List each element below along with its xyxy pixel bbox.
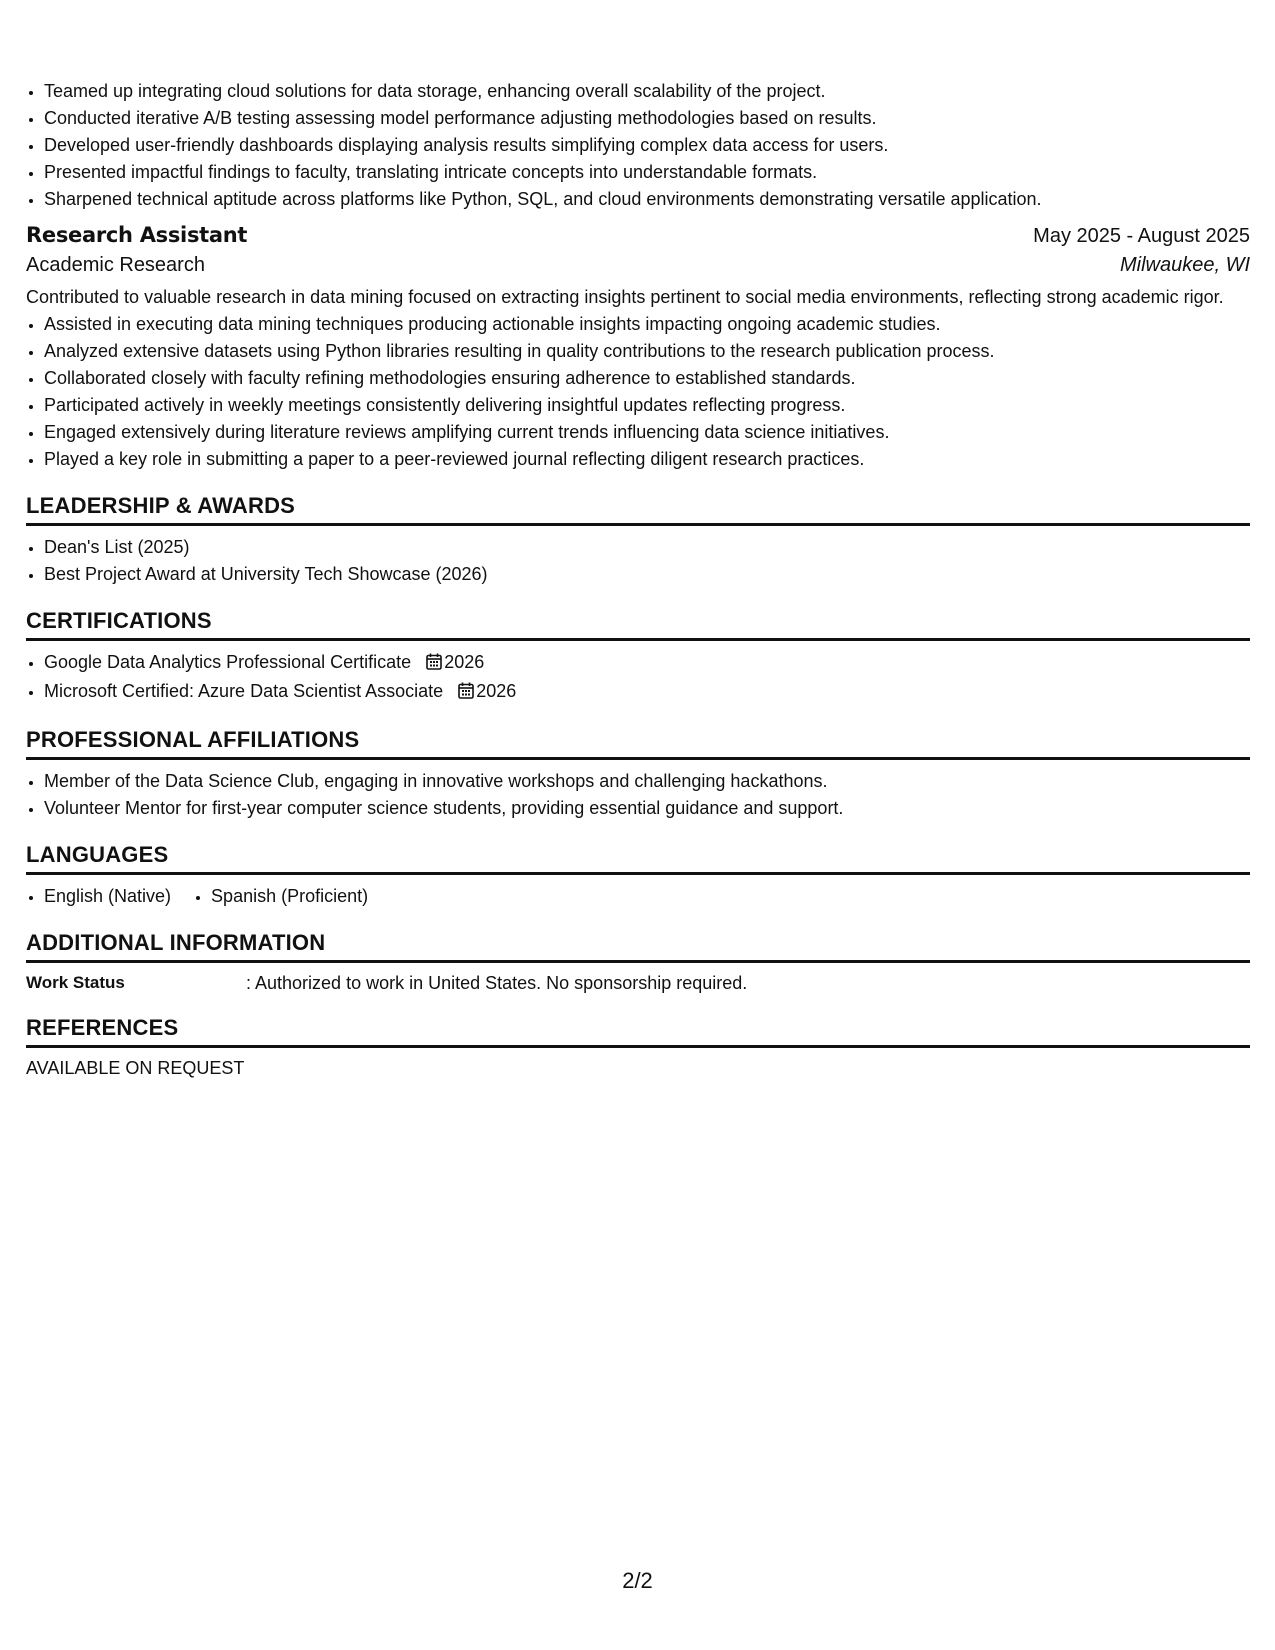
list-item xyxy=(44,678,1250,707)
calendar-icon xyxy=(426,651,442,678)
certification-year: 2026 xyxy=(476,681,517,701)
job-title: Research Assistant xyxy=(26,223,248,247)
bullet-item: • Assisted in executing data mining techniques producing actionable insights impacting ongoing academic studies. xyxy=(44,311,1250,338)
section-heading: CERTIFICATIONS xyxy=(26,608,1250,641)
previous-job-bullets xyxy=(26,78,1250,213)
list-item: • English (Native) xyxy=(44,883,171,910)
certification-name: Google Data Analytics Professional Certificate xyxy=(44,652,412,672)
list-item: • Spanish (Proficient) xyxy=(211,883,368,910)
section-heading: LANGUAGES xyxy=(26,842,1250,875)
bullet-item: • Participated actively in weekly meetings consistently delivering insightful updates reflecting progress. xyxy=(44,392,1250,419)
work-status-label: Work Status xyxy=(26,973,125,992)
section-heading: ADDITIONAL INFORMATION xyxy=(26,930,1250,963)
references-text: AVAILABLE ON REQUEST xyxy=(26,1058,245,1078)
bullet-item: • Sharpened technical aptitude across platforms like Python, SQL, and cloud environments demonstrating versatile application. xyxy=(44,186,1250,213)
list-item: • Member of the Data Science Club, engaging in innovative workshops and challenging hackathons. xyxy=(44,768,1250,795)
list-item xyxy=(44,649,1250,678)
bullet-item: • Collaborated closely with faculty refining methodologies ensuring adherence to established standards. xyxy=(44,365,1250,392)
work-status-value: : Authorized to work in United States. No sponsorship required. xyxy=(246,973,748,993)
bullet-item: • Developed user-friendly dashboards displaying analysis results simplifying complex data access for users. xyxy=(44,132,1250,159)
certifications-section xyxy=(26,608,1250,707)
section-heading: LEADERSHIP & AWARDS xyxy=(26,493,1250,526)
job-location: Milwaukee, WI xyxy=(1119,254,1250,276)
page-number: 2/2 xyxy=(622,1568,653,1593)
bullet-item: • Teamed up integrating cloud solutions for data storage, enhancing overall scalability of the project. xyxy=(44,78,1250,105)
work-status-row xyxy=(26,971,1250,995)
bullet-item: • Conducted iterative A/B testing assessing model performance adjusting methodologies based on results. xyxy=(44,105,1250,132)
list-item: • Best Project Award at University Tech Showcase (2026) xyxy=(44,561,1250,588)
bullet-item: • Analyzed extensive datasets using Python libraries resulting in quality contributions to the research publication process. xyxy=(44,338,1250,365)
bullet-item: • Played a key role in submitting a paper to a peer-reviewed journal reflecting diligent research practices. xyxy=(44,446,1250,473)
leadership-section xyxy=(26,493,1250,588)
bullet-item: • Engaged extensively during literature reviews amplifying current trends influencing data science initiatives. xyxy=(44,419,1250,446)
bullet-item: • Presented impactful findings to faculty, translating intricate concepts into understandable formats. xyxy=(44,159,1250,186)
section-heading: PROFESSIONAL AFFILIATIONS xyxy=(26,727,1250,760)
job-bullets xyxy=(26,311,1250,473)
job-subheader xyxy=(26,254,1250,277)
certifications-list xyxy=(26,649,1250,707)
leadership-list xyxy=(26,534,1250,588)
job-entry xyxy=(26,223,1250,473)
list-item: • Volunteer Mentor for first-year computer science students, providing essential guidance and support. xyxy=(44,795,1250,822)
languages-section xyxy=(26,842,1250,910)
certification-year: 2026 xyxy=(444,652,485,672)
job-summary: Contributed to valuable research in data mining focused on extracting insights pertinent to social media environments, reflecting strong academic rigor. xyxy=(26,287,1224,307)
affiliations-section xyxy=(26,727,1250,822)
calendar-icon xyxy=(458,680,474,707)
languages-list xyxy=(26,883,1250,910)
affiliations-list xyxy=(26,768,1250,822)
section-heading: REFERENCES xyxy=(26,1015,1250,1048)
references-section xyxy=(26,1015,1250,1080)
job-header xyxy=(26,223,1250,248)
additional-info-section xyxy=(26,930,1250,995)
job-dates: May 2025 - August 2025 xyxy=(1033,225,1250,247)
list-item: • Dean's List (2025) xyxy=(44,534,1250,561)
job-organization: Academic Research xyxy=(26,254,205,276)
certification-name: Microsoft Certified: Azure Data Scientist Associate xyxy=(44,681,444,701)
resume-page xyxy=(26,78,1250,1080)
